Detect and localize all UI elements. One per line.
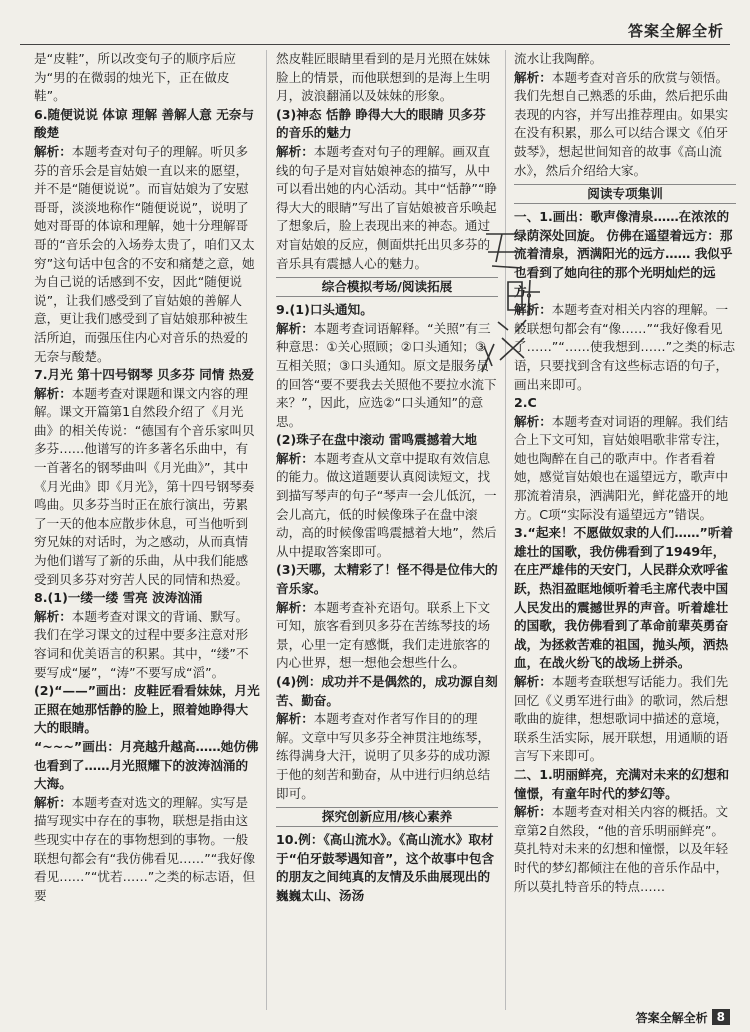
explanation-text: 本题考查补充语句。联系上下文可知，旅客看到贝多芬在苦练琴技的场景，心里一定有感慨，我们走进旅客的内心世界，想一想他会想些什么。 [276,599,491,671]
explanation-paragraph [514,69,736,181]
question-answer: 6.随便说说 体谅 理解 善解人意 无奈与酸楚 [34,106,254,141]
question-answer: 二、1.明丽鲜亮，充满对未来的幻想和憧憬，有童年时代的梦幻等。 [514,766,730,801]
sub-answer: (2)珠子在盘中滚动 雷鸣震撼着大地 [276,432,477,448]
section-heading: 探究创新应用/核心素养 [276,807,498,827]
column-divider [266,50,267,1010]
explanation-text: 本题考查对相关内容的概括。文章第2自然段，“他的音乐明丽鲜亮”。莫扎特对未来的幻想和憧憬，以及年轻时代的梦幻都倾注在他的音乐作品中，所以莫扎特音乐的特点…… [514,804,729,894]
explanation-paragraph [276,710,498,803]
column-divider [505,50,506,1010]
explanation-label: 解析： [514,302,552,318]
explanation-text: 本题考查对课题和课文内容的理解。课文开篇第1自然段介绍了《月光曲》的相关传说：“德国有个音乐家叫贝多芬……他谱写的许多著名乐曲中，有一首著名的钢琴曲叫《月光曲》”，其中《月光曲》即《月光》，第十四号钢琴奏鸣曲。贝多芬当时正在旅行演出，劳累了一天的他本应散步休息，可当他听到穷兄妹的对话时，为之感动，从而真情为他们谱写了新的乐曲，从中我们能感受到贝多芬对穷苦人民的同情和热爱。 [34,385,255,587]
explanation-label: 解析： [34,143,72,159]
explanation-label: 解析： [514,804,552,820]
sub-answer: (2)“——”画出：皮鞋匠看看妹妹，月光正照在她那恬静的脸上，照着她睁得大大的眼睛。 [34,683,260,736]
explanation-paragraph [276,599,498,673]
explanation-label: 解析： [514,674,552,689]
question-answer: 7.月光 第十四号钢琴 贝多芬 同情 热爱 [34,367,254,383]
column-2 [276,50,498,1012]
explanation-paragraph [34,143,260,366]
explanation-label: 解析： [34,794,72,810]
sub-answer: (4)例：成功并不是偶然的，成功源自刻苦、勤奋。 [276,674,498,708]
explanation-label: 解析： [276,711,314,727]
explanation-paragraph [276,143,498,273]
explanation-paragraph [514,413,736,525]
explanation-paragraph [34,794,260,906]
explanation-paragraph [514,673,736,766]
explanation-text: 本题考查对课文的背诵、默写。我们在学习课文的过程中要多注意对形容词和优美语言的积累。其中，“缕”不要写成“屡”，“涛”不要写成“滔”。 [34,608,249,680]
header-title: 答案全解全析 [627,22,724,40]
explanation-text: 本题考查对句子的理解。画双直线的句子是对盲姑娘神态的描写，从中可以看出她的内心活动。其中“恬静”“睁得大大的眼睛”写出了盲姑娘被音乐唤起了想象后，脸上表现出来的神态。通过对盲姑娘的反应，侧面烘托出贝多芬的音乐具有震撼人心的魅力。 [276,143,498,271]
question-answer: 一、1.画出：歌声像清泉……在浓浓的绿荫深处回旋。 仿佛在遥望着远方：那流着清泉，洒满阳光的远方…… 我似乎也看到了她向往的那个光明灿烂的远方。 [514,209,733,299]
text-line: 然皮鞋匠眼睛里看到的是月光照在妹妹脸上的情景，而他联想到的是海上生明月，波浪翻涌以及妹妹的形象。 [276,51,491,104]
section-heading: 综合模拟考场/阅读拓展 [276,277,498,297]
explanation-paragraph [276,450,498,562]
explanation-text: 本题考查对选文的理解。实写是描写现实中存在的事物，联想是指由这些现实中存在的事物想到的事物。一般联想句都会有“我仿佛看见……”“我好像看见……”“忧若……”之类的标志语，但要 [34,794,256,903]
question-answer: 10.例：《高山流水》。《高山流水》取材于“伯牙鼓琴遇知音”，这个故事中包含的朋友之间纯真的友情及乐曲展现出的巍巍太山、汤汤 [276,832,495,903]
explanation-paragraph [34,608,260,682]
explanation-text: 本题考查词语解释。“关照”有三种意思：①关心照顾；②口头通知；③互相关照；③口头通知。原文是服务员的回答“要不要我去关照他不要拉水流下来？”，因此，应选②“口头通知”的意思。 [276,320,497,429]
column-3 [514,50,736,970]
question-answer: 8.(1)一缕一缕 雪亮 波涛汹涌 [34,590,203,606]
explanation-text: 本题考查从文章中提取有效信息的能力。做这道题要认真阅读短文，找到描写琴声的句子“琴声一会儿低沉，一会儿高亢，低的时候像珠子在盘中滚动，高的时候像雷鸣震撼着大地”，然后从中提取答案即可。 [276,450,497,559]
explanation-label: 解析： [514,413,552,429]
section-heading: 阅读专项集训 [514,184,736,204]
explanation-label: 解析： [276,450,314,466]
footer [636,1006,730,1028]
explanation-text: 本题考查对音乐的欣赏与领悟。我们先想自己熟悉的乐曲，然后把乐曲表现的内容，并写出推荐理由。如果实在没有积累，那么可以结合课文《伯牙鼓琴》，想起世间知音的故事《高山流水》，然后介绍给大家。 [514,69,729,178]
explanation-label: 解析： [34,385,72,401]
explanation-paragraph [514,803,736,896]
explanation-label: 解析： [514,69,552,85]
text-line: 是“皮鞋”，所以改变句子的顺序后应为“男的在微弱的烛光下，正在做皮鞋”。 [34,51,236,104]
column-1 [34,50,260,1012]
explanation-label: 解析： [34,608,72,624]
sub-answer: (3)神态 恬静 睁得大大的眼睛 贝多芬的音乐的魅力 [276,106,486,141]
explanation-text: 本题考查对相关内容的理解。一般联想句都会有“像……”“我好像看见了……”“……使我想到……”之类的标志语，只要找到含有这些标志语的句子，画出来即可。 [514,302,736,392]
explanation-label: 解析： [276,320,314,336]
explanation-text: 本题考查对作者写作目的的理解。文章中写贝多芬全神贯注地练琴，练得满身大汗，说明了贝多芬的成功源于他的刻苦和勤奋，从中进行归纳总结即可。 [276,711,491,801]
sub-answer: “~~~”画出：月亮越升越高……她仿佛也看到了……月光照耀下的波涛汹涌的大海。 [34,738,259,792]
sub-answer: (3)天哪，太精彩了！怪不得是位伟大的音乐家。 [276,562,498,597]
question-answer: 9.(1)口头通知。 [276,302,373,318]
header-rule [20,44,730,45]
explanation-text: 本题考查联想写话能力。我们先回忆《义勇军进行曲》的歌词，然后想歌曲的旋律，想想歌词中描述的意境，联系生活实际，展开联想，用通顺的语言写下来即可。 [514,674,729,764]
explanation-text: 本题考查对句子的理解。听贝多芬的音乐会是盲姑娘一直以来的愿望，并不是“随便说说”。而盲姑娘为了安慰哥哥，淡淡地称作“随便说说”，说明了她对哥哥的体谅和理解，她十分理解哥哥的“音乐会的入场券太贵了，咱们又太穷”这句话中包含的不安和痛楚之意，她为自己说的话感到不安，因此“随便说说”，让我们感受到了盲姑娘的善解人意，更让我们感受到了盲姑娘那种被生活所迫，而强压住内心对音乐的热爱的无奈与酸楚。 [34,143,255,364]
question-answer: 2.C [514,395,537,411]
explanation-paragraph [276,320,498,432]
page-number: 8 [712,1009,730,1025]
explanation-text: 本题考查对词语的理解。我们结合上下文可知，盲姑娘唱歌非常专注，她也陶醉在自己的歌声中。作者看着她，感觉盲姑娘也在遥望远方，歌声中那流着清泉，洒满阳光，鲜花盛开的地方。C项“实际没有遥望远方”错误。 [514,413,729,522]
explanation-label: 解析： [276,143,314,159]
text-line: 流水让我陶醉。 [514,51,603,66]
explanation-paragraph [34,385,260,590]
explanation-paragraph [514,301,736,394]
question-answer: 3.“起来！不愿做奴隶的人们……”听着雄壮的国歌，我仿佛看到了1949年，在庄严雄伟的天安门，人民群众欢呼雀跃，热泪盈眶地倾听着毛主席代表中国人民发出的震撼世界的声音。听着雄壮的国歌，我仿佛看到了革命前辈英勇奋战，为拯救苦难的祖国，抛头颅，洒热血，在战火纷飞的战场上拼杀。 [514,525,734,671]
explanation-label: 解析： [276,599,314,615]
footer-label: 答案全解全析 [635,1010,708,1025]
